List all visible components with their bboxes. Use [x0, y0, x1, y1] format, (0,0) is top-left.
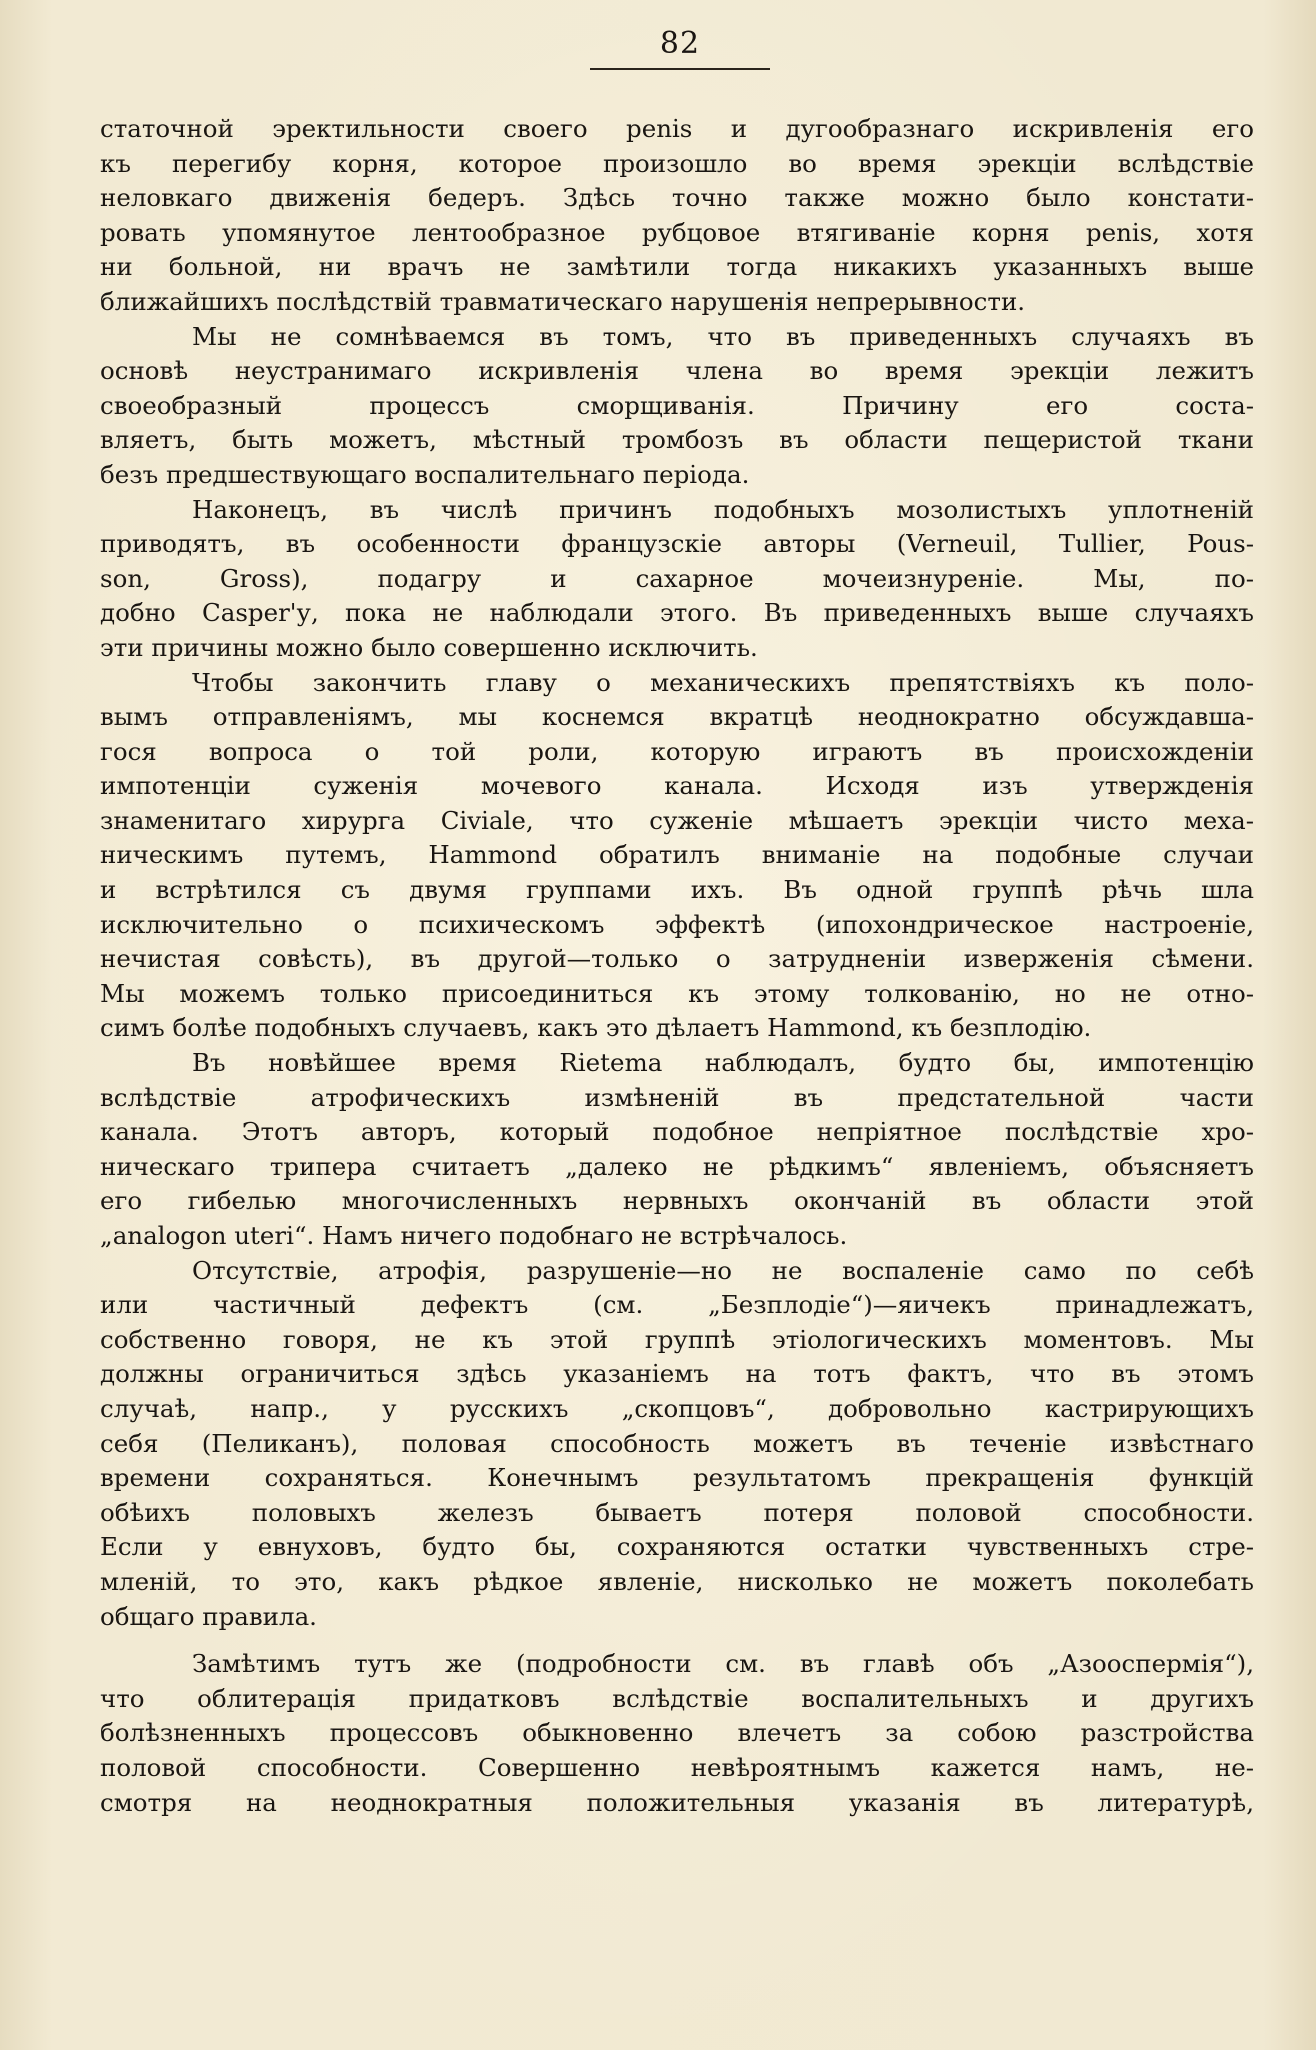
text-line: обѣихъ половыхъ железъ бываетъ потеря половой способности. [100, 1497, 1254, 1527]
text-line: ни больной, ни врачъ не замѣтили тогда никакихъ указанныхъ выше [100, 252, 1254, 282]
text-line: случаѣ, напр., у русскихъ „скопцовъ“, добровольно кастрирующихъ [100, 1393, 1254, 1423]
page-number: 82 [659, 26, 701, 61]
text-line: болѣзненныхъ процессовъ обыкновенно влечетъ за собою разстройства [100, 1718, 1254, 1748]
text-line: вслѣдствіе атрофическихъ измѣненій въ предстательной части [100, 1082, 1254, 1112]
text-line: гося вопроса о той роли, которую играютъ въ происхожденіи [100, 736, 1254, 766]
text-line: импотенціи суженія мочевого канала. Исходя изъ утвержденія [100, 771, 1254, 801]
body-text [100, 112, 1254, 1820]
text-line: симъ болѣе подобныхъ случаевъ, какъ это дѣлаетъ Hammond, къ безплодію. [100, 1013, 1092, 1043]
text-line: своеобразный процессъ сморщиванія. Причину его соста- [100, 390, 1254, 420]
text-line: что облитерація придатковъ вслѣдствіе воспалительныхъ и другихъ [100, 1683, 1254, 1713]
text-line: приводятъ, въ особенности французскіе авторы (Verneuil, Tullier, Pous- [100, 529, 1254, 559]
text-line: ническимъ путемъ, Hammond обратилъ вниманіе на подобные случаи [100, 840, 1254, 870]
text-line: Въ новѣйшее время Rietema наблюдалъ, будто бы, импотенцію [192, 1048, 1254, 1078]
paragraph-2 [100, 320, 1254, 493]
text-line: неловкаго движенія бедеръ. Здѣсь точно также можно было констати- [100, 183, 1254, 213]
paragraph-5 [100, 1046, 1254, 1254]
text-line: вляетъ, быть можетъ, мѣстный тромбозъ въ области пещеристой ткани [100, 425, 1254, 455]
text-line: къ перегибу корня, которое произошло во время эрекціи вслѣдствіе [100, 148, 1254, 178]
text-line: его гибелью многочисленныхъ нервныхъ окончаній въ области этой [100, 1186, 1254, 1216]
paragraph-1 [100, 112, 1254, 320]
text-line: Наконецъ, въ числѣ причинъ подобныхъ мозолистыхъ уплотненій [192, 494, 1254, 524]
paragraph-3 [100, 493, 1254, 666]
text-line: или частичный дефектъ (см. „Безплодіе“)—яичекъ принадлежатъ, [100, 1290, 1254, 1320]
text-line: вымъ отправленіямъ, мы коснемся вкратцѣ неоднократно обсуждавша- [100, 702, 1254, 732]
text-line: безъ предшествующаго воспалительнаго періода. [100, 459, 750, 489]
text-line: Мы не сомнѣваемся въ томъ, что въ приведенныхъ случаяхъ въ [192, 321, 1254, 351]
text-line: Чтобы закончить главу о механическихъ препятствіяхъ къ поло- [192, 667, 1254, 697]
text-line: собственно говоря, не къ этой группѣ этіологическихъ моментовъ. Мы [100, 1324, 1254, 1354]
page-header [0, 18, 1316, 78]
text-line: исключительно о психическомъ эффектѣ (ипохондрическое настроеніе, [100, 909, 1254, 939]
text-line: son, Gross), подагру и сахарное мочеизнуреніе. Мы, по- [100, 563, 1254, 593]
text-line: ближайшихъ послѣдствій травматическаго нарушенія непрерывности. [100, 286, 1026, 316]
paragraph-spacer [100, 1634, 1254, 1647]
text-line: статочной эректильности своего penis и дугообразнаго искривленія его [100, 114, 1254, 143]
text-line: Отсутствіе, атрофія, разрушеніе—но не воспаленіе само по себѣ [192, 1255, 1254, 1285]
text-line: канала. Этотъ авторъ, который подобное непріятное послѣдствіе хро- [100, 1117, 1254, 1147]
text-line: ровать упомянутое лентообразное рубцовое втягиваніе корня penis, хотя [100, 217, 1254, 247]
text-line: мленій, то это, какъ рѣдкое явленіе, нисколько не можетъ поколебать [100, 1566, 1254, 1596]
text-line: смотря на неоднократныя положительныя указанія въ литературѣ, [100, 1787, 1254, 1817]
text-line: половой способности. Совершенно невѣроятнымъ кажется намъ, не- [100, 1752, 1254, 1782]
paragraph-4 [100, 666, 1254, 1047]
header-rule [590, 68, 770, 70]
text-line: Мы можемъ только присоединиться къ этому толкованію, но не отно- [100, 978, 1254, 1008]
text-line: нечистая совѣсть), въ другой—только о затрудненіи изверженія сѣмени. [100, 944, 1254, 974]
paragraph-7 [100, 1647, 1254, 1820]
text-line: Если у евнуховъ, будто бы, сохраняются остатки чувственныхъ стре- [100, 1532, 1254, 1562]
text-line: и встрѣтился съ двумя группами ихъ. Въ одной группѣ рѣчь шла [100, 875, 1254, 905]
text-line: общаго правила. [100, 1601, 317, 1631]
paragraph-6 [100, 1254, 1254, 1635]
text-line: основѣ неустранимаго искривленія члена во время эрекціи лежитъ [100, 356, 1254, 386]
text-line: знаменитаго хирурга Civiale, что суженіе мѣшаетъ эрекціи чисто меха- [100, 805, 1254, 835]
text-line: должны ограничиться здѣсь указаніемъ на тотъ фактъ, что въ этомъ [100, 1359, 1254, 1389]
text-line: эти причины можно было совершенно исключить. [100, 632, 758, 662]
text-line: ническаго трипера считаетъ „далеко не рѣдкимъ“ явленіемъ, объясняетъ [100, 1151, 1254, 1181]
text-line: себя (Пеликанъ), половая способность можетъ въ теченіе извѣстнаго [100, 1428, 1254, 1458]
text-line: времени сохраняться. Конечнымъ результатомъ прекращенія функцій [100, 1463, 1254, 1493]
text-line: „analogon uteri“. Намъ ничего подобнаго не встрѣчалось. [100, 1221, 848, 1250]
text-line: добно Casper'у, пока не наблюдали этого. Въ приведенныхъ выше случаяхъ [100, 598, 1254, 628]
text-line: Замѣтимъ тутъ же (подробности см. въ главѣ объ „Азооспермія“), [192, 1649, 1254, 1679]
